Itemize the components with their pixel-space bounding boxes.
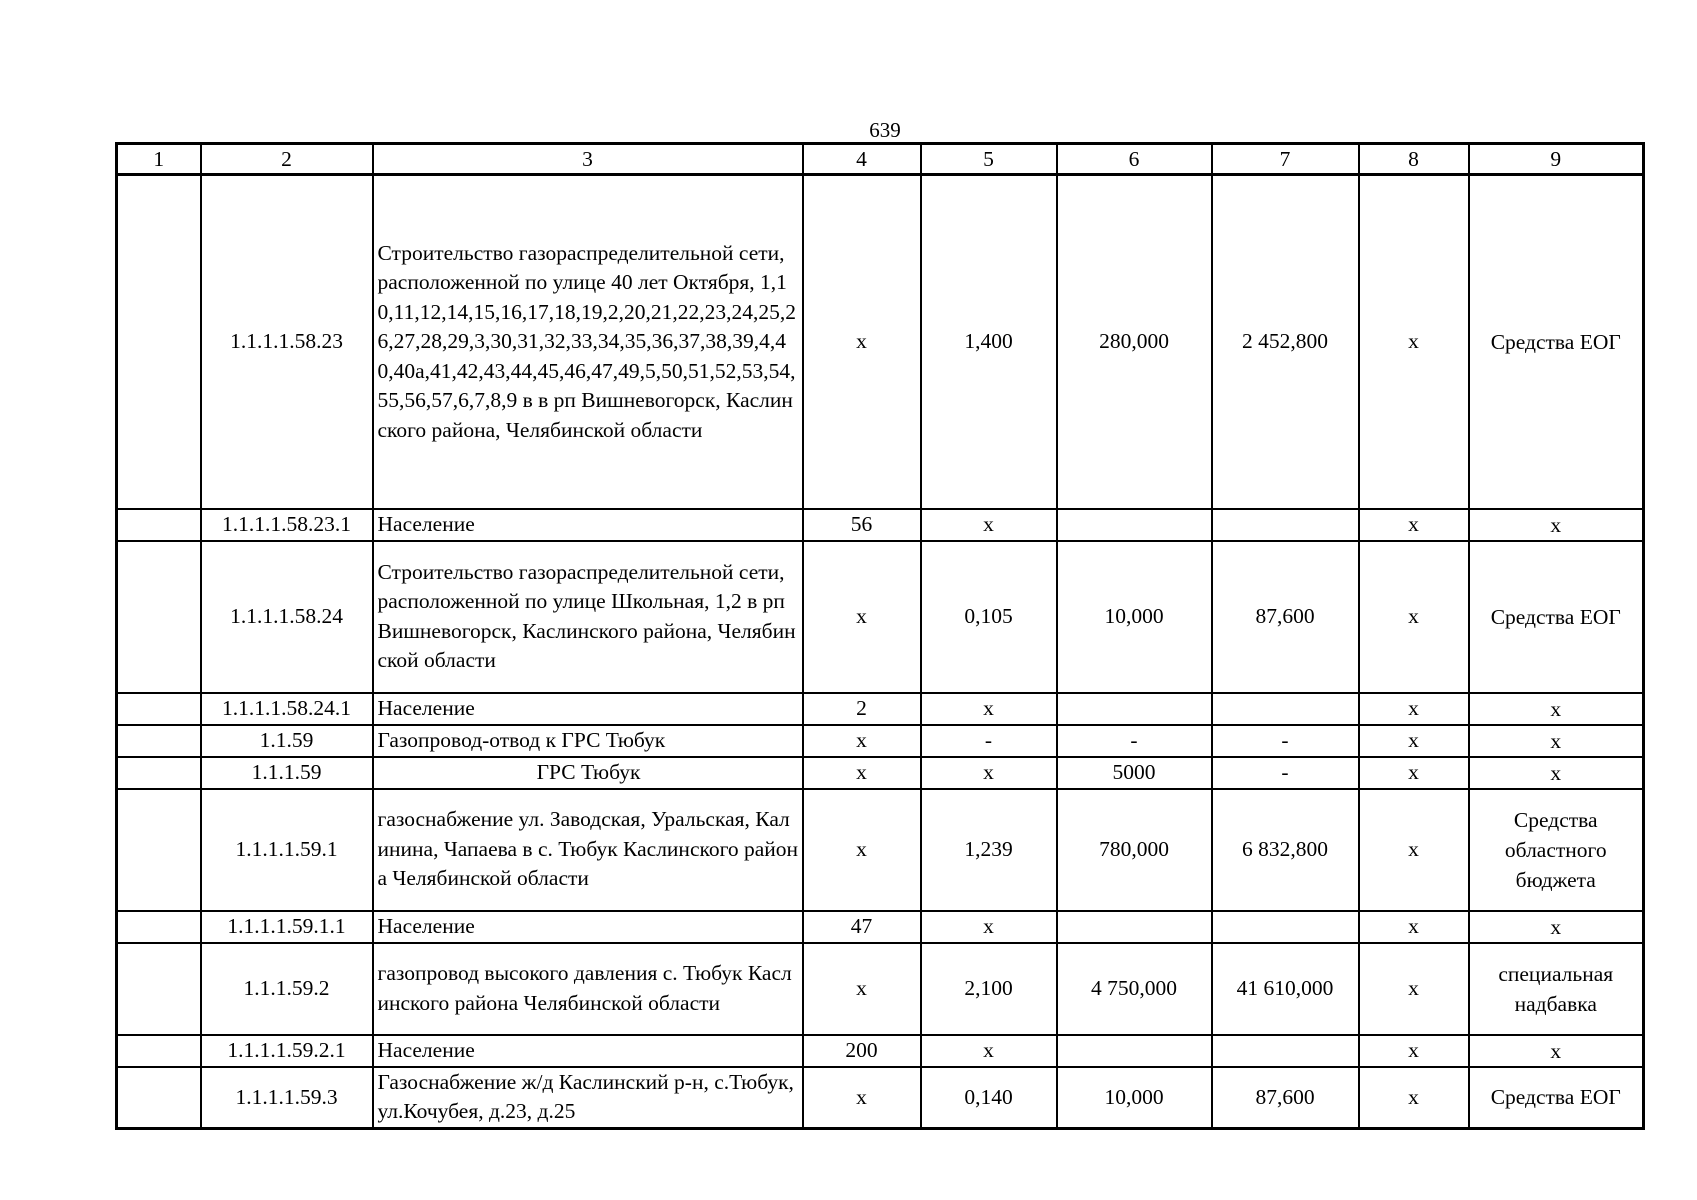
row-code: 1.1.1.1.58.24 [201,541,373,693]
funding-source: х [1469,693,1644,725]
table-row [117,725,1644,757]
table-cell: 780,000 [1057,789,1212,911]
funding-source: Средства ЕОГ [1469,175,1644,509]
table-cell [1057,693,1212,725]
row-code: 1.1.1.1.59.1.1 [201,911,373,943]
row-code: 1.1.1.59.2 [201,943,373,1035]
table-cell: 4 750,000 [1057,943,1212,1035]
table-cell: х [803,1067,921,1129]
table-cell: х [921,509,1057,541]
table-cell: 280,000 [1057,175,1212,509]
funding-source: х [1469,509,1644,541]
table-cell: х [1359,1035,1469,1067]
table-cell: х [803,943,921,1035]
table-row [117,1035,1644,1067]
table-row [117,509,1644,541]
table-cell [117,541,201,693]
table-cell [117,911,201,943]
row-description: Газоснабжение ж/д Каслинский р-н, с.Тюбук, ул.Кочубея, д.23, д.25 [373,1067,803,1129]
table-cell: х [803,541,921,693]
funding-source: х [1469,911,1644,943]
table-cell: х [803,725,921,757]
funding-source: х [1469,725,1644,757]
table-cell: - [1212,725,1359,757]
row-description: газоснабжение ул. Заводская, Уральская, Калинина, Чапаева в с. Тюбук Каслинского района Челябинской области [373,789,803,911]
header-cell: 6 [1057,144,1212,175]
table-cell: 1,400 [921,175,1057,509]
row-description: Строительство газораспределительной сети, расположенной по улице 40 лет Октября, 1,10,11,12,14,15,16,17,18,19,2,20,21,22,23,24,25,26,27,28,29,3,30,31,32,33,34,35,36,37,38,39,4,40,40а,41,42,43,44,45,46,47,49,5,50,51,52,53,54,55,56,57,6,7,8,9 в в рп Вишневогорск, Каслинского района, Челябинской области [373,175,803,509]
funding-source: Средства ЕОГ [1469,541,1644,693]
table-cell: х [803,757,921,789]
table-cell: х [1359,175,1469,509]
funding-source: х [1469,757,1644,789]
header-cell: 2 [201,144,373,175]
row-code: 1.1.1.1.58.23 [201,175,373,509]
table-row [117,757,1644,789]
table-cell: х [921,911,1057,943]
table-cell: х [1359,509,1469,541]
table-cell [117,175,201,509]
row-code: 1.1.59 [201,725,373,757]
table-cell: 6 832,800 [1212,789,1359,911]
table-cell: х [1359,943,1469,1035]
row-description: газопровод высокого давления с. Тюбук Каслинского района Челябинской области [373,943,803,1035]
table-cell: х [803,175,921,509]
funding-source: Средства областного бюджета [1469,789,1644,911]
table-cell [1212,693,1359,725]
row-code: 1.1.1.1.58.24.1 [201,693,373,725]
table-cell [1212,1035,1359,1067]
table-cell: х [921,757,1057,789]
table-row [117,1067,1644,1129]
table-cell [117,1035,201,1067]
funding-source: Средства ЕОГ [1469,1067,1644,1129]
table-cell [1212,509,1359,541]
table-cell [117,757,201,789]
table-cell: 1,239 [921,789,1057,911]
table-cell: х [921,693,1057,725]
table-row [117,789,1644,911]
header-cell: 1 [117,144,201,175]
funding-source: специальная надбавка [1469,943,1644,1035]
table-cell: х [1359,541,1469,693]
table-cell: х [1359,911,1469,943]
table-cell: 10,000 [1057,1067,1212,1129]
table-cell [117,725,201,757]
row-description: Население [373,911,803,943]
row-code: 1.1.1.59 [201,757,373,789]
table-cell [1057,509,1212,541]
header-cell: 3 [373,144,803,175]
table-cell: 5000 [1057,757,1212,789]
table-cell [117,509,201,541]
table-cell: 0,105 [921,541,1057,693]
row-code: 1.1.1.1.59.1 [201,789,373,911]
row-description: ГРС Тюбук [373,757,803,789]
funding-source: х [1469,1035,1644,1067]
table-cell: х [921,1035,1057,1067]
table-cell [1057,911,1212,943]
table-cell: 2,100 [921,943,1057,1035]
row-description: Население [373,1035,803,1067]
table-cell [117,1067,201,1129]
table-cell: 87,600 [1212,541,1359,693]
table-cell: 2 [803,693,921,725]
table-cell: х [1359,789,1469,911]
row-code: 1.1.1.1.59.2.1 [201,1035,373,1067]
table-cell: 41 610,000 [1212,943,1359,1035]
row-description: Население [373,509,803,541]
header-cell: 8 [1359,144,1469,175]
table-cell: х [1359,757,1469,789]
page-number: 639 [869,118,901,142]
header-row [117,144,1644,175]
table-cell: 87,600 [1212,1067,1359,1129]
row-description: Население [373,693,803,725]
table-cell: х [1359,725,1469,757]
table-cell: 56 [803,509,921,541]
table-row [117,541,1644,693]
table-cell: - [921,725,1057,757]
table-cell [117,789,201,911]
table-row [117,943,1644,1035]
table-cell: 0,140 [921,1067,1057,1129]
table-row [117,693,1644,725]
table-cell: 2 452,800 [1212,175,1359,509]
header-cell: 5 [921,144,1057,175]
table-row [117,911,1644,943]
row-code: 1.1.1.1.58.23.1 [201,509,373,541]
header-cell: 4 [803,144,921,175]
table-cell: - [1057,725,1212,757]
table-cell [117,693,201,725]
row-description: Строительство газораспределительной сети, расположенной по улице Школьная, 1,2 в рп Вишневогорск, Каслинского района, Челябинской области [373,541,803,693]
table-cell: 200 [803,1035,921,1067]
header-cell: 9 [1469,144,1644,175]
table-cell: х [803,789,921,911]
row-code: 1.1.1.1.59.3 [201,1067,373,1129]
header-cell: 7 [1212,144,1359,175]
table-cell [117,943,201,1035]
table-cell: х [1359,1067,1469,1129]
table-cell: 10,000 [1057,541,1212,693]
table-cell: - [1212,757,1359,789]
table-cell [1057,1035,1212,1067]
data-table [115,142,1645,1130]
table-cell: 47 [803,911,921,943]
table-cell: х [1359,693,1469,725]
row-description: Газопровод-отвод к ГРС Тюбук [373,725,803,757]
table-row [117,175,1644,509]
table-cell [1212,911,1359,943]
